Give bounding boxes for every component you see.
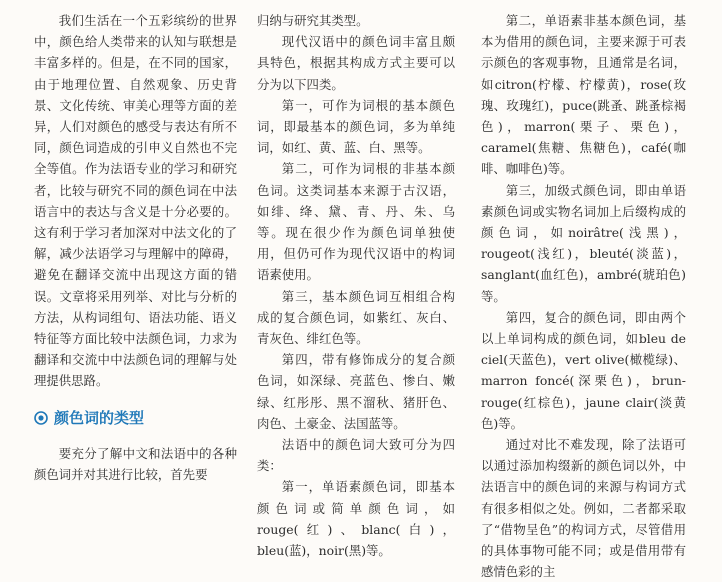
section-paragraph: 要充分了解中文和法语中的各种颜色词并对其进行比较，首先要 (34, 445, 237, 483)
intro-paragraph: 我们生活在一个五彩缤纷的世界中，颜色给人类带来的认知与联想是丰富多样的。但是，在不同的国家，由于地理位置、自然观象、历史背景、文化传统、审美心理等方面的差异，人们对颜色的感受与表达有所不同，颜色词造成的引申义自然也不完全等值。作为法语专业的学习和研究者，比较与研究不同的颜色词在中法语言中的表达与含义是十分必要的。这有利于学习者加深对中法文化的了解，减少法语学习与理解中的障碍，避免在翻译交流中出现这方面的错误。文章将采用列举、对比与分析的方法，从构词组句、语法功能、语义特征等方面比较中法颜色词，力求为翻译和交流中中法颜色词的理解与处理提供思路。 (34, 13, 237, 389)
continued-paragraph: 归纳与研究其类型。 (257, 13, 369, 28)
paragraph: 第四，带有修饰成分的复合颜色词，如深绿、亮蓝色、惨白、嫩绿、红彤彤、黑不溜秋、猪肝色、肉色、土豪金、法国蓝等。 (257, 352, 455, 431)
paragraph: 第一，可作为词根的基本颜色词，即最基本的颜色词，多为单纯词，如红、黄、蓝、白、黑等。 (257, 97, 455, 156)
paragraph: 第二，可作为词根的非基本颜色词。这类词基本来源于古汉语，如绯、绛、黛、青、丹、朱、乌等。现在很少作为颜色词单独使用，但仍可作为现代汉语中的构词语素使用。 (257, 161, 455, 283)
paragraph: 第三，加级式颜色词，即由单语素颜色词或实物名词加上后缀构成的颜色词，如noirâtre(浅黑)，rougeot(浅红)，bleuté(淡蓝)，sanglant(血红色)，ambré(琥珀色)等。 (481, 182, 686, 304)
paragraph: 第二，单语素非基本颜色词，基本为借用的颜色词，主要来源于可表示颜色的客观事物，且通常是名词，如citron(柠檬、柠檬黄)，rose(玫瑰、玫瑰红)，puce(跳蚤、跳蚤棕褐色)，marron(栗子、栗色)，caramel(焦糖、焦糖色)，café(咖啡、咖啡色)等。 (481, 13, 686, 177)
paragraph: 第一，单语素颜色词，即基本颜色词或简单颜色词，如rouge(红)、blanc(白)，bleu(蓝)，noir(黑)等。 (257, 479, 455, 559)
circle-target-bullet-icon (34, 411, 48, 425)
column-middle (257, 10, 455, 561)
paragraph: 法语中的颜色词大致可分为四类： (257, 437, 455, 474)
paragraph: 通过对比不难发现，除了法语可以通过添加构缀新的颜色词以外，中法语言中的颜色词的来源与构词方式有很多相似之处。例如，二者都采取了“借物呈色”的构词方式，尽管借用的具体事物可能不同；或是借用带有感情色彩的主 (481, 437, 686, 580)
section-heading (34, 408, 237, 429)
column-right (481, 10, 686, 582)
paragraph: 第三，基本颜色词互相组合构成的复合颜色词，如紫红、灰白、青灰色、绯红色等。 (257, 288, 455, 347)
paragraph: 第四，复合的颜色词，即由两个以上单词构成的颜色词，如bleu de ciel(天蓝色)，vert olive(橄榄绿)、marron foncé(深栗色)，brun-rouge(红棕色)，jaune clair(淡黄色)等。 (481, 309, 686, 431)
column-left (34, 10, 237, 485)
paragraph: 现代汉语中的颜色词丰富且颇具特色，根据其构成方式主要可以分为以下四类。 (257, 34, 455, 92)
section-heading-text: 颜色词的类型 (54, 408, 145, 427)
